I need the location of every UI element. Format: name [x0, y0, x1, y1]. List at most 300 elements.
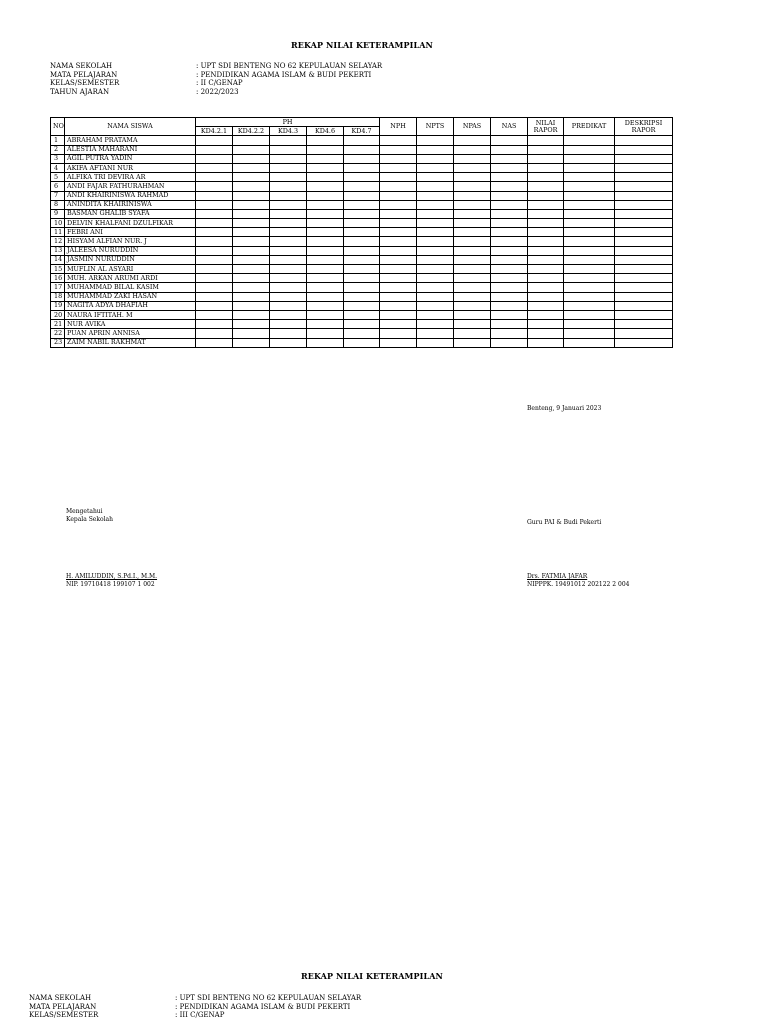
header-predikat: PREDIKAT	[564, 118, 615, 136]
info-label: KELAS/SEMESTER	[50, 79, 120, 88]
student-name: MUHAMMAD ZAKI HASAN	[65, 292, 196, 301]
student-name: ANDI KHAIRINISWA RAHMAD	[65, 191, 196, 200]
cell-npas	[454, 283, 491, 292]
cell-kd1	[196, 145, 233, 154]
cell-kd5	[344, 163, 380, 172]
cell-npas	[454, 255, 491, 264]
cell-kd3	[270, 191, 307, 200]
cell-nas	[491, 237, 528, 246]
cell-npas	[454, 154, 491, 163]
cell-nilai-rapor	[528, 320, 564, 329]
info-value: : PENDIDIKAN AGAMA ISLAM & BUDI PEKERTI	[196, 70, 372, 79]
cell-nph	[380, 274, 417, 283]
cell-kd1	[196, 200, 233, 209]
document-info	[50, 62, 382, 96]
cell-kd1	[196, 219, 233, 228]
cell-kd2	[233, 329, 270, 338]
grades-table	[50, 117, 673, 348]
student-no: 11	[51, 228, 65, 237]
cell-kd5	[344, 329, 380, 338]
info-value: : III C/GENAP	[175, 1011, 225, 1020]
header-npts: NPTS	[417, 118, 454, 136]
cell-nilai-rapor	[528, 292, 564, 301]
table-row	[51, 209, 673, 218]
info-row-class	[50, 79, 382, 88]
cell-nph	[380, 182, 417, 191]
cell-kd5	[344, 154, 380, 163]
student-name: NUR AVIKA	[65, 320, 196, 329]
student-name: MUHAMMAD BILAL KASIM	[65, 283, 196, 292]
cell-nas	[491, 145, 528, 154]
cell-kd2	[233, 136, 270, 145]
cell-nph	[380, 173, 417, 182]
teacher-identity	[527, 573, 629, 588]
table-row	[51, 265, 673, 274]
header-nilai-line1: NILAI	[535, 118, 556, 127]
cell-kd1	[196, 209, 233, 218]
cell-npas	[454, 329, 491, 338]
cell-predikat	[564, 301, 615, 310]
cell-nph	[380, 265, 417, 274]
cell-nilai-rapor	[528, 191, 564, 200]
cell-npts	[417, 182, 454, 191]
cell-kd2	[233, 265, 270, 274]
table-row	[51, 338, 673, 347]
cell-kd1	[196, 237, 233, 246]
cell-kd3	[270, 173, 307, 182]
table-row	[51, 163, 673, 172]
student-no: 7	[51, 191, 65, 200]
student-no: 13	[51, 246, 65, 255]
cell-nilai-rapor	[528, 163, 564, 172]
cell-kd5	[344, 255, 380, 264]
cell-kd3	[270, 265, 307, 274]
cell-kd1	[196, 283, 233, 292]
cell-nph	[380, 292, 417, 301]
cell-kd1	[196, 320, 233, 329]
header-kd: KD4.2.1	[196, 127, 233, 136]
cell-kd2	[233, 320, 270, 329]
cell-nilai-rapor	[528, 310, 564, 319]
cell-kd2	[233, 200, 270, 209]
student-name: NAGITA ADYA DHAFIAH	[65, 301, 196, 310]
cell-kd3	[270, 246, 307, 255]
cell-nas	[491, 301, 528, 310]
cell-kd2	[233, 310, 270, 319]
cell-npts	[417, 209, 454, 218]
cell-predikat	[564, 228, 615, 237]
cell-nph	[380, 200, 417, 209]
cell-npas	[454, 338, 491, 347]
teacher-line1: Guru PAI & Budi Pekerti	[527, 519, 602, 526]
cell-kd5	[344, 173, 380, 182]
cell-kd1	[196, 228, 233, 237]
cell-deskripsi-rapor	[615, 255, 673, 264]
cell-deskripsi-rapor	[615, 283, 673, 292]
table-row	[51, 237, 673, 246]
cell-deskripsi-rapor	[615, 310, 673, 319]
cell-kd1	[196, 191, 233, 200]
cell-nph	[380, 301, 417, 310]
header-kd: KD4.7	[344, 127, 380, 136]
cell-nph	[380, 163, 417, 172]
cell-kd5	[344, 228, 380, 237]
cell-kd5	[344, 209, 380, 218]
cell-kd3	[270, 301, 307, 310]
cell-nilai-rapor	[528, 329, 564, 338]
table-row	[51, 136, 673, 145]
student-name: AKIFA AFTANI NUR	[65, 163, 196, 172]
cell-kd4	[307, 283, 344, 292]
cell-kd2	[233, 191, 270, 200]
cell-kd4	[307, 191, 344, 200]
cell-kd1	[196, 329, 233, 338]
cell-npts	[417, 246, 454, 255]
student-no: 10	[51, 219, 65, 228]
cell-npts	[417, 173, 454, 182]
cell-kd4	[307, 265, 344, 274]
cell-kd4	[307, 338, 344, 347]
header-nas: NAS	[491, 118, 528, 136]
cell-kd3	[270, 219, 307, 228]
info-label: TAHUN AJARAN	[50, 87, 110, 96]
cell-kd1	[196, 301, 233, 310]
page-title: REKAP NILAI KETERAMPILAN	[291, 40, 433, 50]
header-nph: NPH	[380, 118, 417, 136]
info-value: : PENDIDIKAN AGAMA ISLAM & BUDI PEKERTI	[175, 1002, 351, 1011]
cell-npas	[454, 237, 491, 246]
cell-kd1	[196, 255, 233, 264]
cell-kd4	[307, 329, 344, 338]
student-name: JASMIN NURUDDIN	[65, 255, 196, 264]
cell-nilai-rapor	[528, 154, 564, 163]
cell-nas	[491, 329, 528, 338]
table-row	[51, 182, 673, 191]
table-row	[51, 228, 673, 237]
cell-npas	[454, 219, 491, 228]
cell-nilai-rapor	[528, 246, 564, 255]
student-name: ABRAHAM PRATAMA	[65, 136, 196, 145]
cell-kd5	[344, 200, 380, 209]
cell-nas	[491, 191, 528, 200]
cell-kd4	[307, 320, 344, 329]
cell-npas	[454, 200, 491, 209]
header-ph: PH	[196, 118, 380, 127]
cell-kd1	[196, 182, 233, 191]
cell-predikat	[564, 255, 615, 264]
cell-nilai-rapor	[528, 283, 564, 292]
cell-nas	[491, 182, 528, 191]
student-no: 6	[51, 182, 65, 191]
cell-npts	[417, 283, 454, 292]
headmaster-name: H. AMILUDDIN, S.Pd.I., M.M.	[66, 573, 158, 580]
cell-nilai-rapor	[528, 182, 564, 191]
cell-npts	[417, 191, 454, 200]
cell-deskripsi-rapor	[615, 320, 673, 329]
header-kd: KD4.2.2	[233, 127, 270, 136]
cell-nilai-rapor	[528, 255, 564, 264]
teacher-name: Drs. FATMIA JAFAR	[527, 573, 588, 580]
teacher-signature	[527, 519, 601, 527]
cell-kd3	[270, 255, 307, 264]
student-name: BASMAN GHALIB SYAFA	[65, 209, 196, 218]
cell-kd1	[196, 163, 233, 172]
cell-kd1	[196, 265, 233, 274]
cell-nph	[380, 310, 417, 319]
cell-kd5	[344, 338, 380, 347]
headmaster-identity	[66, 573, 157, 588]
cell-kd2	[233, 246, 270, 255]
table-row	[51, 320, 673, 329]
cell-nas	[491, 154, 528, 163]
header-kd: KD4.6	[307, 127, 344, 136]
cell-kd5	[344, 265, 380, 274]
info-row-year	[50, 88, 382, 97]
cell-predikat	[564, 173, 615, 182]
cell-nph	[380, 338, 417, 347]
cell-npas	[454, 265, 491, 274]
cell-nilai-rapor	[528, 338, 564, 347]
cell-kd3	[270, 145, 307, 154]
info-label: MATA PELAJARAN	[50, 70, 118, 79]
header-kd: KD4.3	[270, 127, 307, 136]
cell-predikat	[564, 265, 615, 274]
cell-kd4	[307, 292, 344, 301]
cell-npts	[417, 154, 454, 163]
header-nilai-rapor	[528, 118, 564, 136]
cell-nilai-rapor	[528, 145, 564, 154]
cell-npas	[454, 310, 491, 319]
table-row	[51, 255, 673, 264]
table-row	[51, 200, 673, 209]
student-rows	[51, 136, 673, 347]
header-nilai-line2: RAPOR	[533, 125, 558, 134]
cell-deskripsi-rapor	[615, 200, 673, 209]
cell-kd4	[307, 163, 344, 172]
table-row	[51, 301, 673, 310]
info-value: : 2022/2023	[196, 87, 239, 96]
cell-nas	[491, 173, 528, 182]
student-name: ALESTIA MAHARANI	[65, 145, 196, 154]
cell-deskripsi-rapor	[615, 237, 673, 246]
cell-kd1	[196, 274, 233, 283]
cell-kd4	[307, 173, 344, 182]
cell-npts	[417, 292, 454, 301]
cell-nilai-rapor	[528, 219, 564, 228]
cell-kd1	[196, 292, 233, 301]
cell-kd2	[233, 338, 270, 347]
cell-nas	[491, 255, 528, 264]
page2-document-info	[29, 994, 361, 1020]
cell-nph	[380, 246, 417, 255]
cell-kd5	[344, 136, 380, 145]
cell-nas	[491, 163, 528, 172]
cell-kd5	[344, 320, 380, 329]
cell-kd5	[344, 246, 380, 255]
cell-nph	[380, 154, 417, 163]
cell-predikat	[564, 338, 615, 347]
cell-deskripsi-rapor	[615, 163, 673, 172]
student-no: 17	[51, 283, 65, 292]
student-name: FEBRI ANI	[65, 228, 196, 237]
cell-nilai-rapor	[528, 265, 564, 274]
headmaster-line1: Mengetahui	[66, 508, 103, 515]
cell-npas	[454, 173, 491, 182]
place-date: Benteng, 9 Januari 2023	[527, 405, 602, 412]
student-no: 23	[51, 338, 65, 347]
cell-npts	[417, 265, 454, 274]
cell-nas	[491, 246, 528, 255]
info-value: : UPT SDI BENTENG NO 62 KEPULAUAN SELAYAR	[196, 62, 383, 70]
table-row	[51, 283, 673, 292]
cell-nilai-rapor	[528, 173, 564, 182]
cell-nph	[380, 145, 417, 154]
cell-predikat	[564, 200, 615, 209]
cell-kd4	[307, 145, 344, 154]
page2-info-row-subject	[29, 1003, 361, 1012]
cell-kd3	[270, 274, 307, 283]
cell-kd4	[307, 274, 344, 283]
student-no: 18	[51, 292, 65, 301]
cell-kd2	[233, 228, 270, 237]
cell-deskripsi-rapor	[615, 145, 673, 154]
cell-kd2	[233, 283, 270, 292]
info-label: KELAS/SEMESTER	[29, 1011, 99, 1020]
cell-deskripsi-rapor	[615, 338, 673, 347]
cell-predikat	[564, 310, 615, 319]
table-row	[51, 191, 673, 200]
header-deskripsi-rapor	[615, 118, 673, 136]
student-name: ALFIKA TRI DEVIRA AR	[65, 173, 196, 182]
cell-nas	[491, 338, 528, 347]
cell-nph	[380, 191, 417, 200]
cell-kd2	[233, 182, 270, 191]
table-row	[51, 292, 673, 301]
cell-kd4	[307, 301, 344, 310]
cell-kd5	[344, 301, 380, 310]
cell-npas	[454, 246, 491, 255]
student-name: ANDI FAJAR FATHURAHMAN	[65, 182, 196, 191]
cell-npas	[454, 191, 491, 200]
cell-kd4	[307, 209, 344, 218]
cell-nas	[491, 209, 528, 218]
info-row-subject	[50, 71, 382, 80]
page2-info-row-class	[29, 1011, 361, 1020]
cell-kd3	[270, 283, 307, 292]
cell-nilai-rapor	[528, 209, 564, 218]
cell-predikat	[564, 182, 615, 191]
cell-predikat	[564, 163, 615, 172]
cell-predikat	[564, 292, 615, 301]
cell-kd2	[233, 301, 270, 310]
cell-predikat	[564, 283, 615, 292]
cell-kd4	[307, 310, 344, 319]
cell-npts	[417, 200, 454, 209]
cell-kd1	[196, 246, 233, 255]
cell-nph	[380, 136, 417, 145]
cell-kd4	[307, 237, 344, 246]
student-name: DELVIN KHALFANI DZULFIKAR	[65, 219, 196, 228]
cell-kd4	[307, 255, 344, 264]
cell-nph	[380, 219, 417, 228]
cell-kd4	[307, 136, 344, 145]
cell-kd4	[307, 154, 344, 163]
cell-npas	[454, 274, 491, 283]
student-name: AGIL PUTRA YADIN	[65, 154, 196, 163]
table-row	[51, 329, 673, 338]
cell-kd3	[270, 338, 307, 347]
cell-kd1	[196, 173, 233, 182]
cell-npts	[417, 329, 454, 338]
cell-npas	[454, 320, 491, 329]
cell-nph	[380, 320, 417, 329]
cell-kd3	[270, 228, 307, 237]
cell-kd1	[196, 310, 233, 319]
student-no: 9	[51, 209, 65, 218]
student-name: NAURA IFTITAH. M	[65, 310, 196, 319]
cell-deskripsi-rapor	[615, 228, 673, 237]
info-value: : II C/GENAP	[196, 79, 243, 88]
cell-kd5	[344, 182, 380, 191]
page2-info-row-school	[29, 994, 361, 1003]
cell-deskripsi-rapor	[615, 246, 673, 255]
student-no: 20	[51, 310, 65, 319]
student-no: 8	[51, 200, 65, 209]
cell-deskripsi-rapor	[615, 329, 673, 338]
cell-nilai-rapor	[528, 301, 564, 310]
headmaster-line2: Kepala Sekolah	[66, 515, 113, 523]
cell-deskripsi-rapor	[615, 292, 673, 301]
table-row	[51, 219, 673, 228]
cell-kd4	[307, 228, 344, 237]
student-name: PUAN APRIN ANNISA	[65, 329, 196, 338]
info-label: NAMA SEKOLAH	[29, 994, 92, 1002]
cell-npts	[417, 274, 454, 283]
cell-npas	[454, 163, 491, 172]
student-name: ZAIM NABIL RAKHMAT	[65, 338, 196, 347]
cell-npts	[417, 255, 454, 264]
info-value: : UPT SDI BENTENG NO 62 KEPULAUAN SELAYAR	[175, 994, 362, 1002]
page2-title: REKAP NILAI KETERAMPILAN	[301, 971, 443, 981]
cell-predikat	[564, 154, 615, 163]
header-name: NAMA SISWA	[65, 118, 196, 136]
cell-kd5	[344, 191, 380, 200]
cell-nilai-rapor	[528, 136, 564, 145]
cell-kd2	[233, 292, 270, 301]
cell-npts	[417, 163, 454, 172]
cell-kd1	[196, 136, 233, 145]
cell-kd3	[270, 200, 307, 209]
cell-nas	[491, 320, 528, 329]
cell-predikat	[564, 246, 615, 255]
cell-nph	[380, 283, 417, 292]
cell-nas	[491, 292, 528, 301]
cell-kd2	[233, 145, 270, 154]
cell-predikat	[564, 145, 615, 154]
cell-nilai-rapor	[528, 274, 564, 283]
header-deskripsi-line2: RAPOR	[631, 125, 656, 134]
cell-nph	[380, 329, 417, 338]
student-no: 4	[51, 163, 65, 172]
table-row	[51, 154, 673, 163]
cell-kd3	[270, 136, 307, 145]
cell-kd3	[270, 320, 307, 329]
cell-npas	[454, 292, 491, 301]
teacher-nip: NIPPPK. 19491012 202122 2 004	[527, 580, 630, 588]
cell-predikat	[564, 136, 615, 145]
cell-deskripsi-rapor	[615, 274, 673, 283]
cell-kd5	[344, 310, 380, 319]
